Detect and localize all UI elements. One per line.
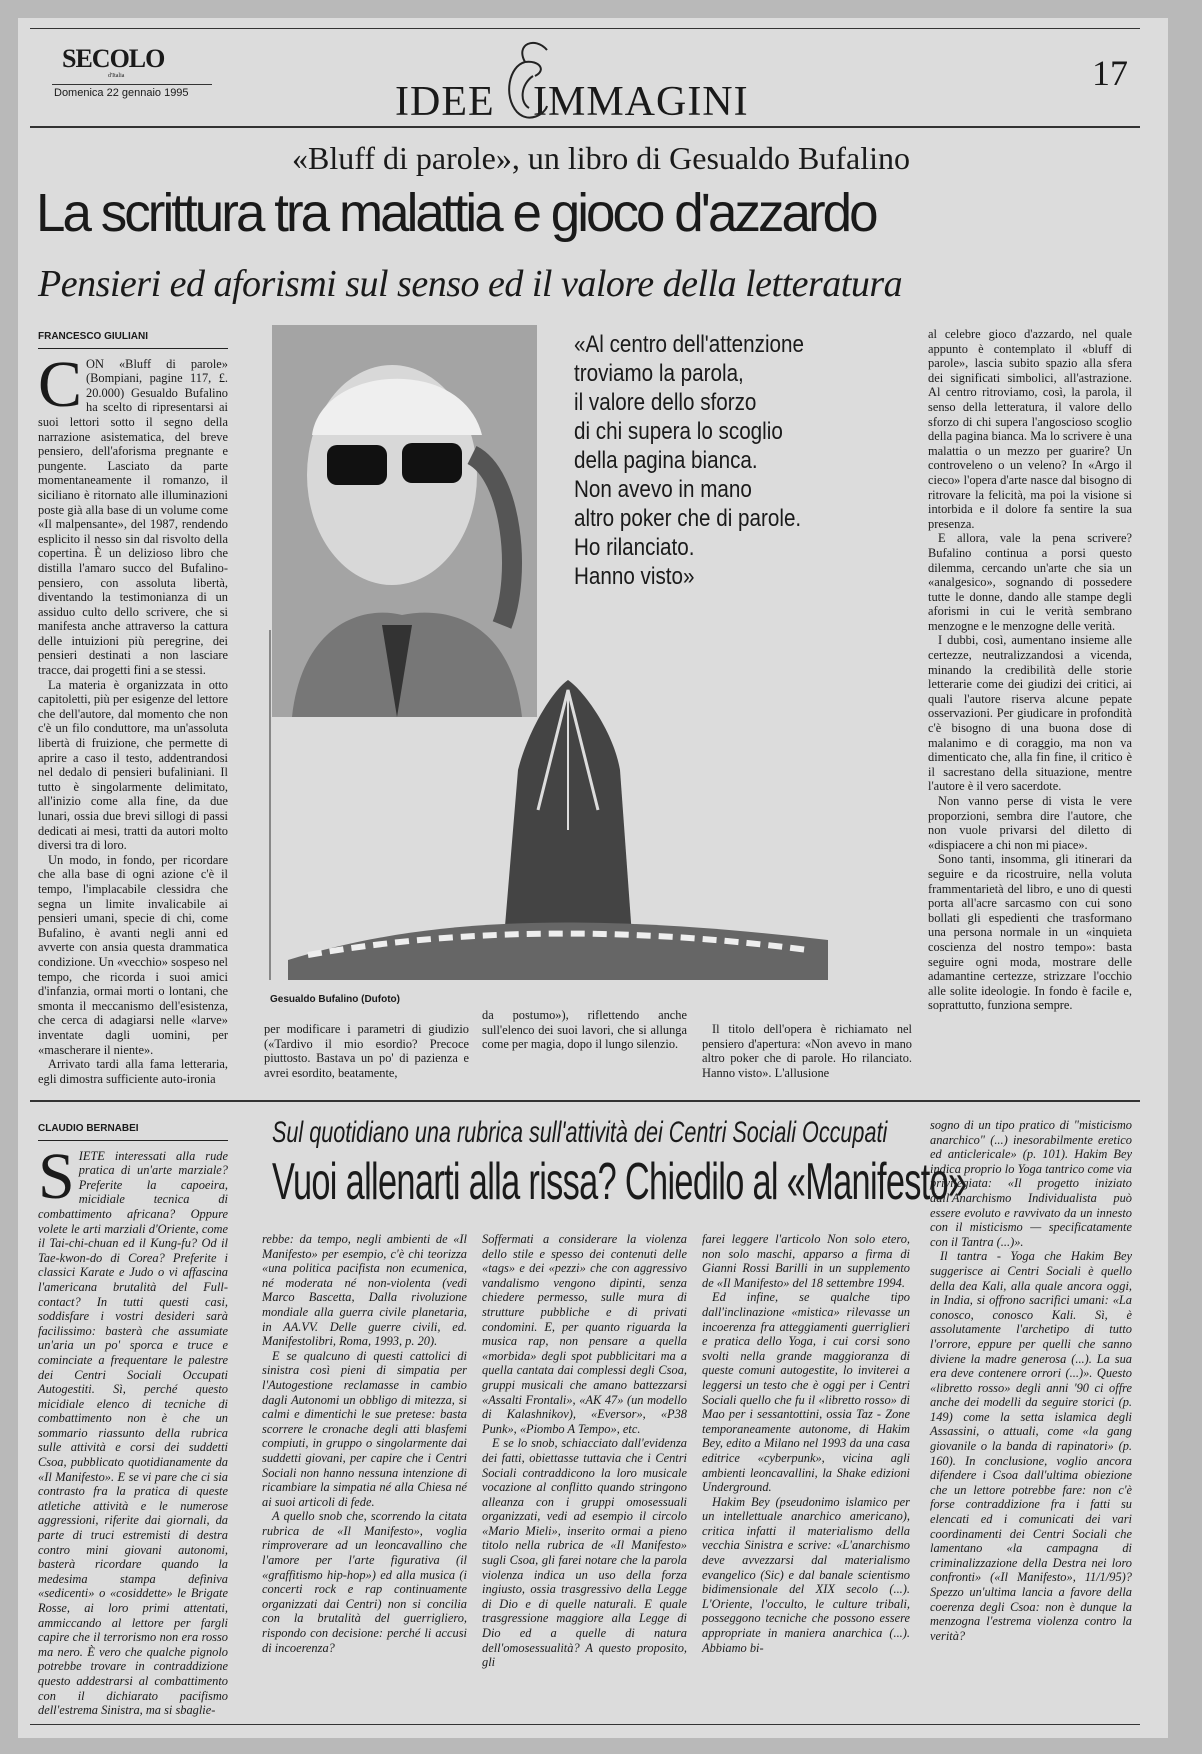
pull-quote — [574, 330, 804, 591]
newspaper-logo: SECOLO — [62, 44, 165, 73]
paragraph: E allora, vale la pena scrivere? Bufalino continua a porsi questo dilemma, cercando un'arte che sia un «analgesico», sognando di possedere tutte le donne, dando alle stampe degli aforismi in cui le verità sembrano menzogne e le menzogne delle verità. — [928, 531, 1132, 633]
pen-nib-illustration — [268, 610, 918, 990]
article1-subheadline: Pensieri ed aforismi sul senso ed il valore della letteratura — [38, 263, 903, 305]
article1-column-2 — [264, 1022, 469, 1080]
article1-byline: FRANCESCO GIULIANI — [38, 330, 228, 349]
masthead-rule — [52, 84, 212, 85]
pull-quote-line: della pagina bianca. — [574, 447, 758, 474]
paragraph: rebbe: da tempo, negli ambienti de «Il Manifesto» per esempio, c'è chi teorizza «una politica pacifista non ecumenica, né moderata né non-violenta (vedi Marco Bascetta, Dalla rivoluzione mondiale alla guerra civile planetaria, in AA.VV. Delle guerre civili, ed. Manifestolibri, Roma, 1993, p. 20). — [262, 1232, 467, 1349]
paragraph: A quello snob che, scorrendo la citata rubrica de «Il Manifesto», voglia rimproverare ad un leoncavallino che l'amore per l'arte figurativa (il «graffitismo hip-hop») ed alla musica (i concerti rock e rap continuamente organizzati dai Centri) non si concilia con la brutalità del guerrigliero, rispondo con decisione: perché li accusi di incoerenza? — [262, 1509, 467, 1655]
paragraph: I dubbi, così, aumentano insieme alle certezze, neutralizzandosi a vicenda, minando la credibilità delle storie letterarie come dei giudizi dei critici, ai quali l'autore riserva alcune pepate osservazioni. Per giudicare in profondità c'è bisogno di una buona dose di malanimo e di coraggio, ma non va dimenticato che, alla fin fine, il critico è il sacrestano della situazione, mentre l'autore è il vero sacerdote. — [928, 633, 1132, 794]
section-title-right: IMMAGINI — [532, 79, 749, 125]
paragraph: farei leggere l'articolo Non solo etero, non solo maschi, apparso a firma di Gianni Rossi Barilli in un supplemento de «Il Manifesto» del 18 settembre 1994. — [702, 1232, 910, 1290]
article2-column-2 — [262, 1232, 467, 1655]
section-title — [395, 78, 749, 124]
pull-quote-line: Hanno visto» — [574, 563, 695, 590]
paragraph: Il titolo dell'opera è richiamato nel pensiero d'apertura: «Non avevo in mano altro poker che di parole. Ho rilanciato. Hanno visto». L'allusione — [702, 1022, 912, 1080]
paragraph: per modificare i parametri di giudizio («Tardivo il mio esordio? Precoce piuttosto. Bastava un po' di pazienza e avrei esordito, beatamente, — [264, 1022, 469, 1080]
article1-kicker: «Bluff di parole», un libro di Gesualdo Bufalino — [292, 140, 910, 176]
article2-headline: Vuoi allenarti alla rissa? Chiedilo al «Manifesto» — [272, 1153, 967, 1211]
article2-column-3 — [482, 1232, 687, 1670]
article2-column-4 — [702, 1232, 910, 1655]
paragraph: al celebre gioco d'azzardo, nel quale appunto è contemplato il «bluff di parole», lascia subito spazio alla sfera dei significati simbolici, all'astrazione. Al centro ritroviamo, così, la parola, il senso della letteratura, il valore dello sforzo di chi supera l'angoscioso scoglio della pagina bianca. Ma lo scrivere è una malattia o un mezzo per guarire? Un controveleno o un veleno? In «Argo il cieco» l'opera d'arte nasce dal bisogno di ritrovare la felicità, ma poi la visione si intorbida e il dolore fa sentire la sua presenza. — [928, 327, 1132, 531]
paragraph: Non vanno perse di vista le vere proporzioni, sembra dire l'autore, che non vuole privarsi del diletto di «dispiacere a chi non mi piace». — [928, 794, 1132, 852]
pull-quote-line: Non avevo in mano — [574, 476, 752, 503]
section-title-left: IDEE — [395, 79, 495, 125]
pull-quote-line: il valore dello sforzo — [574, 389, 757, 416]
pull-quote-line: Ho rilanciato. — [574, 534, 695, 561]
header-rule — [30, 126, 1140, 128]
article2-kicker: Sul quotidiano una rubrica sull'attività dei Centri Sociali Occupati — [272, 1116, 888, 1149]
article2-byline: CLAUDIO BERNABEI — [38, 1122, 228, 1141]
paragraph: E se qualcuno di questi cattolici di sinistra così pieni di simpatia per l'Autogestione reclamasse in cambio dagli Autonomi un obbligo di mitezza, si calmi e dimentichi le sue pretese: basta scorrere le cronache degli atti blasfemi compiuti, in gruppo o singolarmente dai suddetti giovani, per capire che i Centri Sociali non hanno nessuna intenzione di ricambiare la simpatia né alla Chiesa né ai suoi articoli di fede. — [262, 1348, 467, 1509]
paragraph: Soffermati a considerare la violenza dello stile e spesso dei contenuti delle «tags» e dei «pezzi» che con aggressivo vandalismo vengono dipinti, senza chiedere permesso, sulle mura di strutture pubbliche e di privati condomini. E, per quanto riguarda la musica rap, non pensare a quella «morbida» degli spot pubblicitari ma a quella cantata dai complessi degli Csoa, gruppi musicali che amano battezzarsi «Assalti Frontali», «AK 47» (un modello di Kalashnikov), «Eversor», «P38 Punk», «Piombo A Tempo», etc. — [482, 1232, 687, 1436]
article1-column-4 — [702, 1022, 912, 1080]
paragraph: ON «Bluff di parole» (Bompiani, pagine 117, £. 20.000) Gesualdo Bufalino ha scelto di ripresentarsi ai suoi lettori sotto il segno della narrazione asistematica, del breve pensiero, dell'aforisma pregnante e pungente. Lasciato da parte momentaneamente il romanzo, il siciliano è ritornato alle illuminazioni poste già alla base di un volume come «Il malpensante», del 1987, rendendo esplicito il nesso sin dal risvolto della copertina. È un delizioso libro che distilla l'amaro succo del Bufalino-pensiero, con assoluta libertà, diventando la testimonianza di un assiduo culto dello scrivere, che si manifesta anche attraverso la cattura delle intuizioni più peregrine, dei pensieri destinati a non lasciare tracce, dai progetti fini a se stessi. — [38, 356, 228, 678]
paragraph: Ed infine, se qualche tipo dall'inclinazione «mistica» rilevasse un incoerenza fra atteggiamenti guerriglieri e pratica dello Yoga, i cui corsi sono svolti nella grande maggioranza di queste comuni autogestite, lo inviterei a leggersi un testo che è oggi per i Centri Sociali quello che fu il «libretto rosso» di Mao per i sessantottini, ossia Taz - Zone temporaneamente autonome, di Hakim Bey, edito a Milano nel 1993 da una casa editrice «cyberpunk», vicina agli ambienti leoncavallini, la Shake edizioni Underground. — [702, 1290, 910, 1495]
paragraph: E se lo snob, schiacciato dall'evidenza dei fatti, obiettasse tuttavia che i Centri Sociali contraddicono la loro musicale vocazione al conflitto quando stringono alleanza con i gruppi omosessuali organizzati, vedi ad esempio il circolo «Mario Mieli», inserito ormai a pieno titolo nella rubrica de «Il Manifesto» sugli Csoa, gli farei notare che la parola violenza indica un uso della forza ingiusto, ossia trasgressivo della Legge di Dio e di quelle naturali. E quale trasgressione maggiore alla Legge di Dio ed a quelle di natura dell'omosessualità? A questo proposito, gli — [482, 1436, 687, 1670]
paragraph: Hakim Bey (pseudonimo islamico per un intellettuale anarchico americano), critica infatti il materialismo della vecchia Sinistra e scrive: «L'anarchismo deve avvezzarsi dal materialismo evangelico (Sic) e dal banale scientismo bidimensionale del XIX secolo (...). L'Oriente, l'occulto, le culture tribali, posseggono tecniche che possono essere appropriate in maniera anarchica (...). Abbiamo bi- — [702, 1494, 910, 1655]
page-number: 17 — [1092, 53, 1128, 93]
paragraph: IETE interessati alla rude pratica di un'arte marziale? Preferite la capoeira, micidiale tecnica di combattimento africana? Oppure volete le arti marziali d'Oriente, come il Tai-chi-chuan ed il Kung-fu? Od il Tae-kwon-do di Corea? Preferite i classici Karate e Judo o vi affascina l'americana brutalità del Full-contact? In tutti questi casi, soddisfare i vostri desideri sarà facilissimo: basterà che assumiate un'aria un po' sporca e truce e cominciate a frequentare le palestre dei Centri Sociali Occupati Autogestiti. Sì, perché questo micidiale elenco di tecniche di combattimento non è che un sommario riassunto della rubrica sulle attività e corsi dei suddetti Csoa, pubblicato quotidianamente da «Il Manifesto». E se vi pare che ci sia contrasto fra la pratica di queste atletiche attività e le numerose aggressioni, riferite dai giornali, da parte di truci estremisti di destra contro mini giovani autonomi, basterà ricordare quando la medesima stampa definiva «sedicenti» o «cosiddette» le Brigate Rosse, ai loro primi attentati, ammiccando al lettore per fargli capire che il terrorismo non era rosso ma nero. È vero che qualche pignolo potrebbe trovare in contraddizione questo addestrarsi al combattimento con il dichiarato pacifismo dell'estrema Sinistra, ma si sbaglie- — [38, 1148, 228, 1718]
bottom-rule — [30, 1724, 1140, 1725]
dropcap: S — [38, 1139, 75, 1213]
paragraph: La materia è organizzata in otto capitoletti, più per esigenze del lettore che dell'autore, dal momento che non c'è un filo conduttore, ma un'assoluta libertà di fruizione, che permette di aprire a caso il testo, addentrandosi nel dedalo di pensieri bufaliniani. Il tutto è singolarmente delimitato, all'inizio come alla fine, da due lunari, ossia due brevi sillogi di passi dedicati ai mesi, tratti da autori molto diversi tra di loro. — [38, 677, 228, 853]
dropcap: C — [38, 347, 83, 421]
paragraph: sogno di un tipo pratico di "misticismo anarchico" (...) inesorabilmente eretico ed anticlericale» (p. 101). Hakim Bey indica proprio lo Yoga tantrico come via privilegiata: «Il progetto iniziato dall'Anarchismo Individualista può essere evoluto e ravvivato da un innesto con il misticismo — specificatamente con il Tantra (...)». — [930, 1118, 1132, 1249]
article1-column-1 — [38, 330, 228, 1086]
pull-quote-line: altro poker che di parole. — [574, 505, 802, 532]
ornamental-e-logo — [495, 36, 565, 132]
paragraph: da postumo»), riflettendo anche sull'elenco dei suoi lavori, che si allunga come per magia, dopo il lungo silenzio. — [482, 1008, 687, 1052]
article2-column-5 — [930, 1118, 1132, 1643]
paragraph: Un modo, in fondo, per ricordare che alla base di ogni azione c'è il tempo, l'implacabile clessidra che segna un limite invalicabile ai pensieri umani, specie di chi, come Bufalino, è avanti negli anni ed avverte con ansia questa drammatica condizione. Un «vecchio» sospeso nel tempo, che ricorda i suoi amici d'infanzia, ormai morti o lontani, che smonta il meccanismo dell'esistenza, che cerca di adagiarsi nelle «larve» inventate dagli uomini, per «mascherare il niente». — [38, 852, 228, 1057]
pull-quote-line: troviamo la parola, — [574, 360, 744, 387]
issue-date: Domenica 22 gennaio 1995 — [54, 87, 189, 99]
article2-column-1 — [38, 1122, 228, 1718]
paragraph: Sono tanti, insomma, gli itinerari da seguire e da ricostruire, nella voluta frammentarietà del libro, e uno di questi porta all'acre sarcasmo con cui sono bollati gli espedienti che trasformano una persona normale in un «inquieta coscienza del nostro tempo»: basta seguire ogni moda, mostrare delle adamantine certezze, strizzare l'occhio alle solite ideologie. In fondo è facile e, soprattutto, funziona sempre. — [928, 852, 1132, 1013]
article-divider — [30, 1100, 1140, 1102]
article1-column-3 — [482, 1008, 687, 1052]
pull-quote-line: di chi supera lo scoglio — [574, 418, 783, 445]
paragraph: Il tantra - Yoga che Hakim Bey suggerisce ai Centri Sociali è quello della dea Kali, alla quale ancora oggi, in India, si offrono sacrifici umani: «La conosco, conosco Kali. Sì, è assolutamente l'archetipo di tutto l'orrore, eppure per quelli che sanno diviene la madre generosa (...). La sua era deve contenere orrori (...)». Questo «libretto rosso» degli anni '90 ci offre anche dei modelli da seguire storici (p. 149) come la setta islamica degli Assassini, o attuali, come «la gang giovanile o la banda di rapinatori» (p. 160). In conclusione, voglio ancora difendere i Csoa dall'ultima obiezione che un lettore potrebbe fare: non c'è forse contraddizione fra i fatti su elencati ed i comunicati dei vari coordinamenti dei Centri Sociali che lamentano «la campagna di criminalizzazione della Destra nei loro confronti» («Il Manifesto», 11/1/95)? Spezzo un'ultima lancia a favore della coerenza degli Csoa: non è dunque la menzogna l'estrema violenza contro la verità? — [930, 1249, 1132, 1643]
top-rule — [30, 28, 1140, 29]
photo-caption: Gesualdo Bufalino (Dufoto) — [270, 994, 400, 1005]
newspaper-logo-sub: d'Italia — [108, 73, 125, 79]
paragraph: Arrivato tardi alla fama letteraria, egli dimostra sufficiente auto-ironia — [38, 1057, 228, 1086]
article1-headline: La scrittura tra malattia e gioco d'azzardo — [36, 183, 876, 243]
article1-column-5 — [928, 327, 1132, 1013]
pull-quote-line: «Al centro dell'attenzione — [574, 331, 804, 358]
